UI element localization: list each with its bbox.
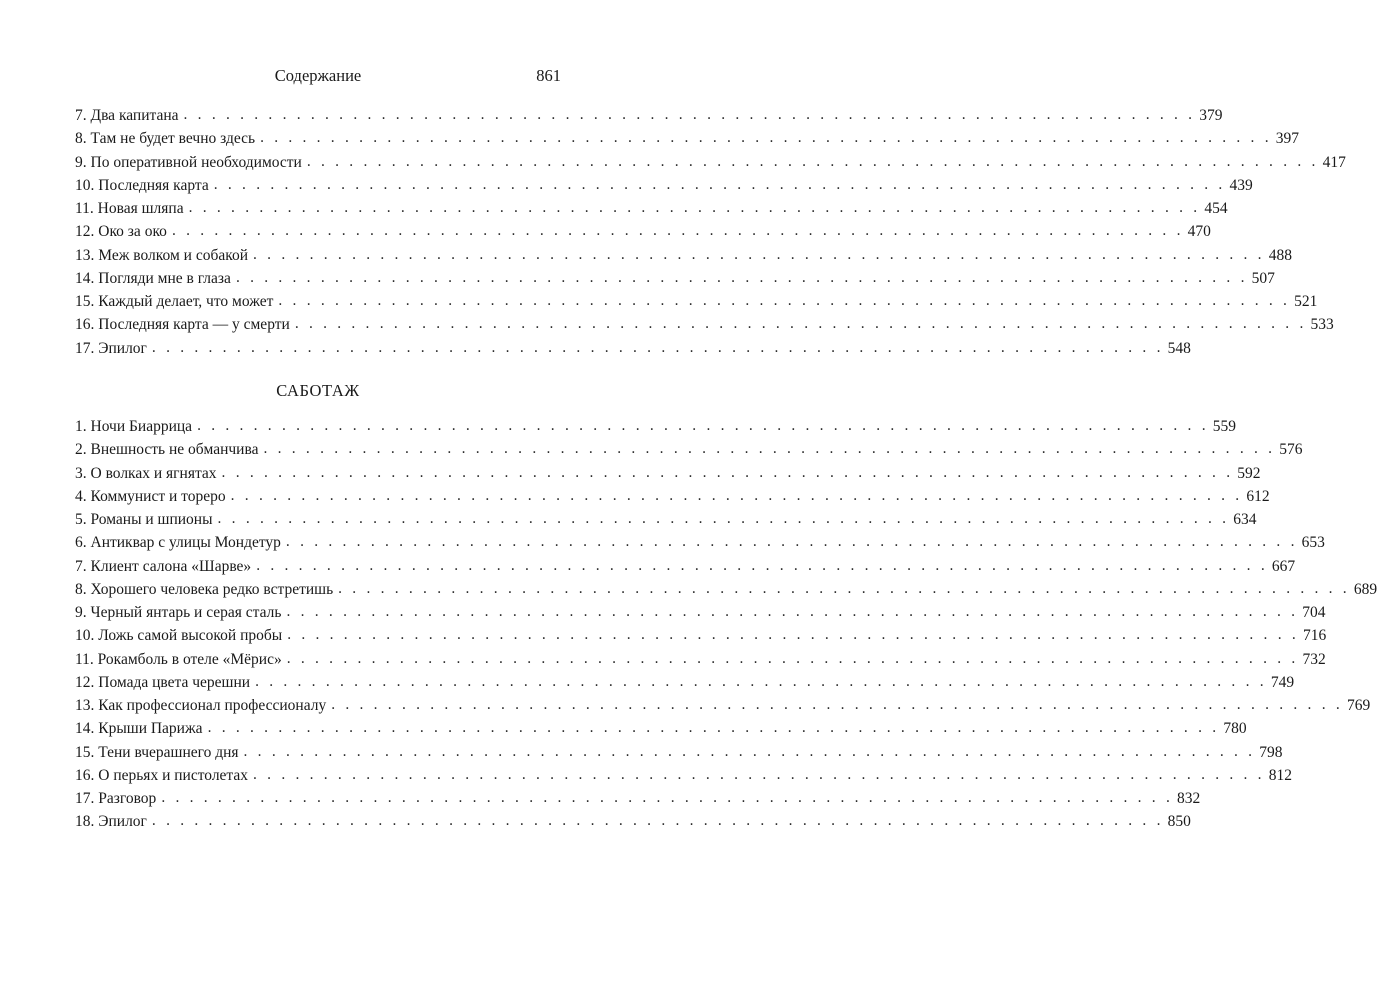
toc-entry-title: 1. Ночи Биаррица [75,418,193,435]
toc-entry-page: 780 [1223,720,1247,738]
toc-dot-leader: . . . . . . . . . . . . . . . . . . . . . . . . . . . . . . . . . . . . . . . . . . . . . . . . . . . . . . . . . . . . . . . . . . . . . . . . [207,719,1220,737]
toc-entry [75,624,1327,647]
toc-dot-leader: . . . . . . . . . . . . . . . . . . . . . . . . . . . . . . . . . . . . . . . . . . . . . . . . . . . . . . . . . . . . . . . . . . . . . . . . [197,417,1209,434]
toc-entry [75,601,1326,624]
toc-entry-title: 4. Коммунист и тореро [75,487,226,505]
toc-entry [75,174,1253,197]
toc-dot-leader: . . . . . . . . . . . . . . . . . . . . . . . . . . . . . . . . . . . . . . . . . . . . . . . . . . . . . . . . . . . . . . . . . . . . . . . . [255,672,1267,690]
toc-dot-leader: . . . . . . . . . . . . . . . . . . . . . . . . . . . . . . . . . . . . . . . . . . . . . . . . . . . . . . . . . . . . . . . . . . . . . . . . [243,742,1256,760]
toc-entry [75,485,1270,508]
toc-entry-page: 507 [1251,269,1275,287]
toc-entry-title: 12. Око за око [75,223,167,241]
toc-dot-leader: . . . . . . . . . . . . . . . . . . . . . . . . . . . . . . . . . . . . . . . . . . . . . . . . . . . . . . . . . . . . . . . . . . . . . . . . [278,292,1291,309]
toc-entry [75,337,1191,360]
toc-entry-page: 769 [1346,697,1371,714]
toc-entry-title: 14. Крыши Парижа [75,720,203,738]
toc-dot-leader: . . . . . . . . . . . . . . . . . . . . . . . . . . . . . . . . . . . . . . . . . . . . . . . . . . . . . . . . . . . . . . . . . . . . . . . . [161,789,1174,806]
toc-entry-page: 592 [1237,464,1261,482]
toc-entry [75,787,1201,810]
toc-entry-page: 548 [1167,339,1191,357]
toc-entry-title: 11. Рокамболь в отеле «Мёрис» [75,650,282,668]
toc-entry-page: 612 [1246,487,1270,505]
toc-entry-title: 3. О волках и ягнятах [75,464,217,482]
toc-list-part-1 [75,104,1346,360]
header-page-number: 861 [536,66,561,85]
toc-entry-page: 850 [1167,813,1191,831]
toc-entry [75,462,1261,485]
toc-entry-title: 15. Тени вчерашнего дня [75,743,239,761]
toc-entry [75,290,1318,313]
toc-dot-leader: . . . . . . . . . . . . . . . . . . . . . . . . . . . . . . . . . . . . . . . . . . . . . . . . . . . . . . . . . . . . . . . . . . . . . . . . [217,510,1230,527]
toc-entry-title: 5. Романы и шпионы [75,511,213,528]
toc-dot-leader: . . . . . . . . . . . . . . . . . . . . . . . . . . . . . . . . . . . . . . . . . . . . . . . . . . . . . . . . . . . . . . . . . . . . . . . . [263,440,1276,458]
toc-entry-title: 16. О перьях и пистолетах [75,766,249,784]
toc-entry-page: 749 [1270,673,1295,691]
toc-entry [75,104,1223,127]
toc-dot-leader: . . . . . . . . . . . . . . . . . . . . . . . . . . . . . . . . . . . . . . . . . . . . . . . . . . . . . . . . . . . . . . . . . . . . . . . . [151,338,1164,356]
toc-entry-title: 12. Помада цвета черешни [75,673,251,691]
toc-entry [75,671,1295,694]
toc-entry [75,648,1326,671]
toc-entry-title: 9. По оперативной необходимости [75,153,302,171]
toc-entry-title: 13. Меж волком и собакой [75,246,249,264]
toc-dot-leader: . . . . . . . . . . . . . . . . . . . . . . . . . . . . . . . . . . . . . . . . . . . . . . . . . . . . . . . . . . . . . . . . . . . . . . . . [256,556,1268,574]
toc-entry-title: 16. Последняя карта — у смерти [75,316,290,334]
toc-entry-page: 397 [1275,130,1300,148]
toc-entry-page: 667 [1271,557,1296,575]
toc-entry-title: 6. Антиквар с улицы Мондетур [75,534,281,552]
toc-entry-page: 454 [1204,200,1228,217]
toc-entry-title: 10. Ложь самой высокой пробы [75,627,283,645]
toc-entry [75,717,1247,740]
toc-entry [75,438,1303,461]
toc-entry [75,694,1371,717]
toc-entry-page: 653 [1301,534,1325,552]
toc-dot-leader: . . . . . . . . . . . . . . . . . . . . . . . . . . . . . . . . . . . . . . . . . . . . . . . . . . . . . . . . . . . . . . . . . . . . . . . . [338,579,1350,597]
toc-entry-title: 13. Как профессионал профессионалу [75,697,327,714]
section-heading: САБОТАЖ [276,381,360,400]
toc-entry-page: 732 [1302,650,1326,668]
toc-dot-leader: . . . . . . . . . . . . . . . . . . . . . . . . . . . . . . . . . . . . . . . . . . . . . . . . . . . . . . . . . . . . . . . . . . . . . . . . [260,129,1272,147]
toc-entry [75,267,1275,290]
toc-entry-title: 7. Два капитана [75,107,179,124]
toc-entry-page: 417 [1322,153,1346,171]
toc-entry [75,810,1191,833]
toc-entry [75,508,1257,531]
toc-entry-page: 832 [1177,790,1201,807]
toc-entry [75,764,1293,787]
toc-entry-page: 470 [1187,223,1211,241]
toc-entry-title: 9. Черный янтарь и серая сталь [75,604,282,621]
toc-dot-leader: . . . . . . . . . . . . . . . . . . . . . . . . . . . . . . . . . . . . . . . . . . . . . . . . . . . . . . . . . . . . . . . . . . . . . . . . [221,463,1234,481]
toc-entry-page: 559 [1212,418,1237,435]
toc-entry [75,578,1377,601]
toc-entry [75,741,1283,764]
toc-dot-leader: . . . . . . . . . . . . . . . . . . . . . . . . . . . . . . . . . . . . . . . . . . . . . . . . . . . . . . . . . . . . . . . . . . . . . . . . [235,268,1248,286]
toc-entry-title: 17. Эпилог [75,339,147,357]
toc-entry-title: 2. Внешность не обманчива [75,441,259,459]
toc-entry [75,151,1346,174]
toc-entry-page: 379 [1199,107,1223,124]
toc-entry-title: 11. Новая шляпа [75,200,184,217]
toc-entry [75,313,1334,336]
toc-dot-leader: . . . . . . . . . . . . . . . . . . . . . . . . . . . . . . . . . . . . . . . . . . . . . . . . . . . . . . . . . . . . . . . . . . . . . . . . [253,245,1265,263]
toc-entry-title: 18. Эпилог [75,813,147,831]
header-title: Содержание [274,66,362,85]
toc-entry-title: 17. Разговор [75,790,157,807]
running-header [75,66,561,90]
toc-dot-leader: . . . . . . . . . . . . . . . . . . . . . . . . . . . . . . . . . . . . . . . . . . . . . . . . . . . . . . . . . . . . . . . . . . . . . . . . [253,765,1265,783]
toc-list-sabotage [75,415,1377,834]
toc-entry [75,531,1325,554]
toc-dot-leader: . . . . . . . . . . . . . . . . . . . . . . . . . . . . . . . . . . . . . . . . . . . . . . . . . . . . . . . . . . . . . . . . . . . . . . . . [171,222,1184,240]
toc-entry [75,555,1296,578]
toc-dot-leader: . . . . . . . . . . . . . . . . . . . . . . . . . . . . . . . . . . . . . . . . . . . . . . . . . . . . . . . . . . . . . . . . . . . . . . . . [306,152,1319,170]
toc-entry-page: 533 [1310,316,1334,334]
toc-dot-leader: . . . . . . . . . . . . . . . . . . . . . . . . . . . . . . . . . . . . . . . . . . . . . . . . . . . . . . . . . . . . . . . . . . . . . . . . [331,696,1343,713]
toc-dot-leader: . . . . . . . . . . . . . . . . . . . . . . . . . . . . . . . . . . . . . . . . . . . . . . . . . . . . . . . . . . . . . . . . . . . . . . . . [188,199,1201,216]
toc-dot-leader: . . . . . . . . . . . . . . . . . . . . . . . . . . . . . . . . . . . . . . . . . . . . . . . . . . . . . . . . . . . . . . . . . . . . . . . . [183,106,1196,123]
toc-entry-page: 812 [1268,766,1293,784]
toc-entry-page: 634 [1233,511,1257,528]
toc-dot-leader: . . . . . . . . . . . . . . . . . . . . . . . . . . . . . . . . . . . . . . . . . . . . . . . . . . . . . . . . . . . . . . . . . . . . . . . . [294,315,1307,333]
toc-entry-title: 7. Клиент салона «Шарве» [75,557,252,575]
toc-dot-leader: . . . . . . . . . . . . . . . . . . . . . . . . . . . . . . . . . . . . . . . . . . . . . . . . . . . . . . . . . . . . . . . . . . . . . . . . [230,486,1243,504]
toc-dot-leader: . . . . . . . . . . . . . . . . . . . . . . . . . . . . . . . . . . . . . . . . . . . . . . . . . . . . . . . . . . . . . . . . . . . . . . . . [151,812,1164,830]
toc-entry [75,220,1211,243]
toc-dot-leader: . . . . . . . . . . . . . . . . . . . . . . . . . . . . . . . . . . . . . . . . . . . . . . . . . . . . . . . . . . . . . . . . . . . . . . . . [213,175,1226,193]
toc-dot-leader: . . . . . . . . . . . . . . . . . . . . . . . . . . . . . . . . . . . . . . . . . . . . . . . . . . . . . . . . . . . . . . . . . . . . . . . . [286,649,1299,667]
toc-entry [75,197,1228,220]
toc-dot-leader: . . . . . . . . . . . . . . . . . . . . . . . . . . . . . . . . . . . . . . . . . . . . . . . . . . . . . . . . . . . . . . . . . . . . . . . . [287,626,1299,644]
toc-entry-page: 716 [1302,627,1327,645]
toc-entry-page: 798 [1259,743,1283,761]
toc-entry [75,127,1300,150]
toc-entry-page: 439 [1229,176,1253,194]
toc-entry [75,415,1237,438]
toc-entry-title: 10. Последняя карта [75,176,209,194]
toc-entry-page: 576 [1279,441,1303,459]
toc-entry-page: 704 [1302,604,1326,621]
toc-entry-title: 14. Погляди мне в глаза [75,269,231,287]
toc-entry-title: 8. Там не будет вечно здесь [75,130,256,148]
toc-entry-title: 15. Каждый делает, что может [75,293,274,310]
toc-entry [75,244,1293,267]
toc-entry-page: 689 [1353,580,1377,598]
toc-entry-title: 8. Хорошего человека редко встретишь [75,580,334,598]
toc-entry-page: 488 [1268,246,1293,264]
toc-dot-leader: . . . . . . . . . . . . . . . . . . . . . . . . . . . . . . . . . . . . . . . . . . . . . . . . . . . . . . . . . . . . . . . . . . . . . . . . [286,603,1299,620]
toc-entry-page: 521 [1294,293,1318,310]
toc-dot-leader: . . . . . . . . . . . . . . . . . . . . . . . . . . . . . . . . . . . . . . . . . . . . . . . . . . . . . . . . . . . . . . . . . . . . . . . . [285,533,1298,551]
